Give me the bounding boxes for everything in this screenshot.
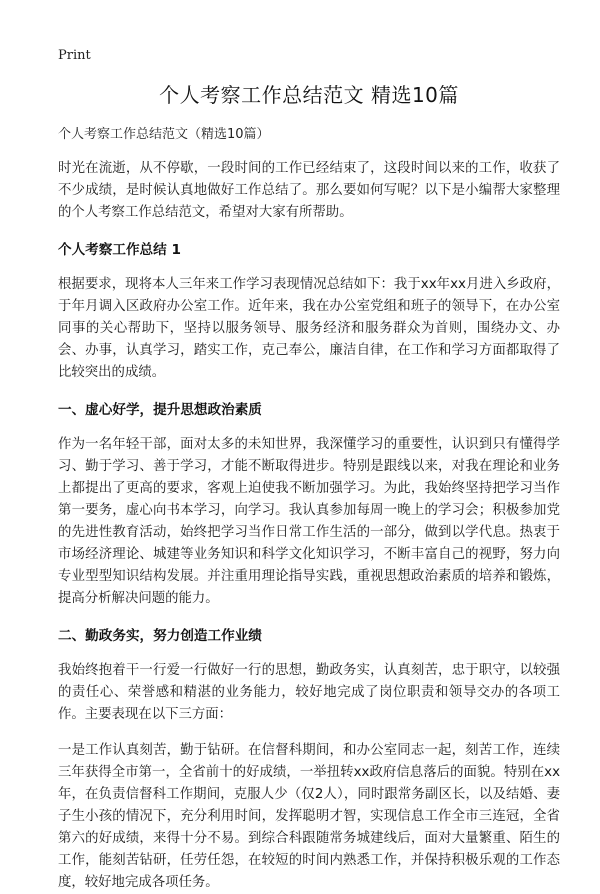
study-paragraph: 作为一名年轻干部，面对太多的未知世界，我深懂学习的重要性，认识到只有懂得学习、勤于学习、善于学习，才能不断取得进步。特别是跟线以来，对我在理论和业务上都提出了更高的要求，客观上迫使我不断加强学习。为此，我始终坚持把学习当作第一要务，虚心向书本学习，向学习。我认真参加每周一晚上的学习会；积极参加党的先进性教育活动，始终把学习当作日常工作生活的一部分，做到以学代息。热衷于市场经济理论、城建等业务知识和科学文化知识学习，不断丰富自己的视野，努力向专业型型知识结构发展。并注重用理论指导实践，重视思想政治素质的培养和锻炼，提高分析解决问题的能力。 xyxy=(58,437,560,606)
page-title: 个人考察工作总结范文 精选10篇 xyxy=(159,83,459,107)
section-title: 个人考察工作总结 1 xyxy=(58,242,181,258)
heading-study: 一、虚心好学，提升思想政治素质 xyxy=(58,402,262,418)
work-paragraph: 我始终抱着干一行爱一行做好一行的思想，勤政务实，认真刻苦，忠于职守，以较强的责任心、荣誉感和精湛的业务能力，较好地完成了岗位职责和领导交办的各项工作。主要表现在以下三方面： xyxy=(58,663,560,722)
intro-paragraph: 时光在流逝，从不停歇，一段时间的工作已经结束了，这段时间以来的工作，收获了不少成绩，是时候认真地做好工作总结了。那么要如何写呢？以下是小编帮大家整理的个人考察工作总结范文，希望对大家有所帮助。 xyxy=(58,161,560,220)
heading-work: 二、勤政务实，努力创造工作业绩 xyxy=(58,628,262,644)
print-link[interactable]: Print xyxy=(58,48,91,63)
document-subtitle: 个人考察工作总结范文（精选10篇） xyxy=(58,127,270,142)
work-detail-paragraph: 一是工作认真刻苦，勤于钻研。在信督科期间，和办公室同志一起，刻苦工作，连续三年获得全市第一，全省前十的好成绩，一举扭转xx政府信息落后的面貌。特别在xx年，在负责信督科工作期间，克服人少（仅2人），同时跟常务副区长，以及结婚、妻子生小孩的情况下，充分利用时间，发挥聪明才智，实现信息工作全市三连冠，全省第六的好成绩，来得十分不易。到综合科跟随常务城建线后，面对大量繁重、陌生的工作，能刻苦钻研，任劳任怨，在较短的时间内熟悉工作，并保持积极乐观的工作态度，较好地完成各项任务。 xyxy=(58,743,560,890)
section-intro-paragraph: 根据要求，现将本人三年来工作学习表现情况总结如下：我于xx年xx月进入乡政府，于年月调入区政府办公室工作。近年来，我在办公室党组和班子的领导下，在办公室同事的关心帮助下，坚持以服务领导、服务经济和服务群众为首则，围绕办文、办会、办事，认真学习，踏实工作，克己奉公，廉洁自律，在工作和学习方面都取得了比较突出的成绩。 xyxy=(58,277,560,380)
